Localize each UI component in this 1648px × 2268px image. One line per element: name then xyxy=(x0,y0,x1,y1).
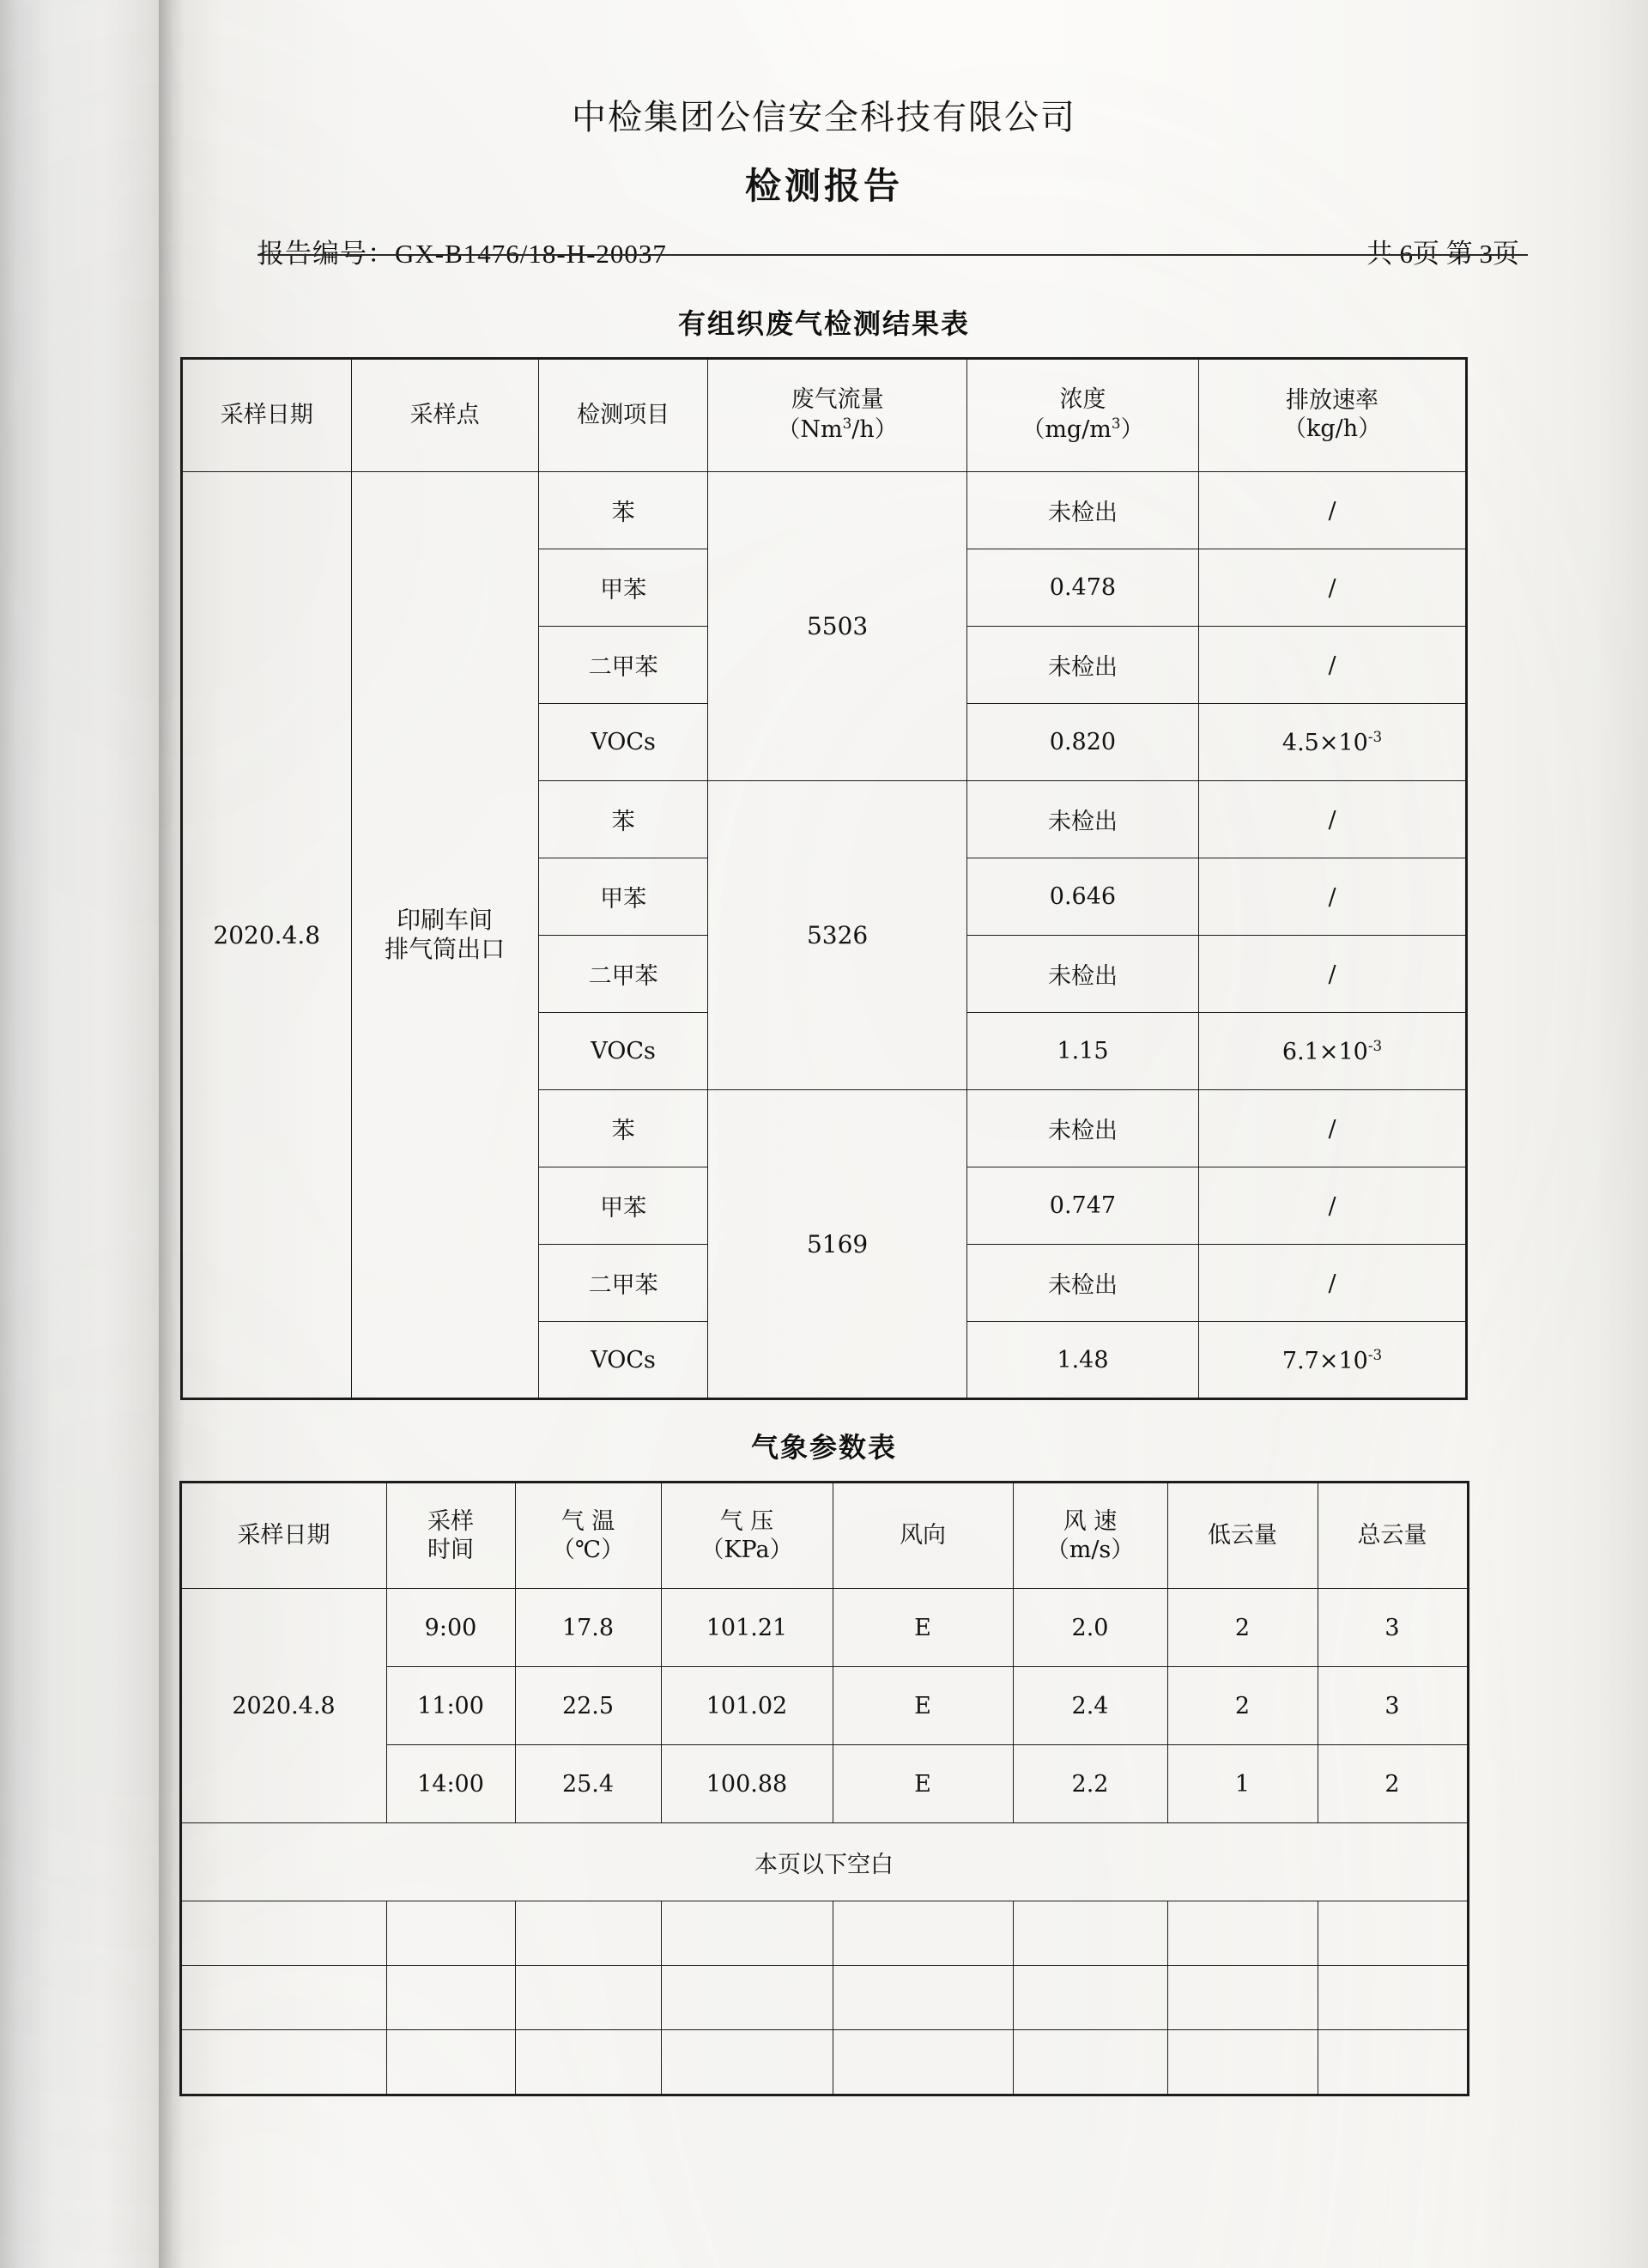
col-pressure-line1: 气 压 xyxy=(719,1507,774,1535)
col-sample-date: 采样日期 xyxy=(182,359,352,472)
col-gas-flow-unit-post: /h） xyxy=(851,416,898,443)
cell-sample-time: 9:00 xyxy=(386,1589,515,1667)
empty-cell xyxy=(1167,1901,1318,1966)
cell-pressure: 101.02 xyxy=(661,1667,833,1745)
empty-cell xyxy=(386,2030,515,2095)
col-wind-speed-line2: （m/s） xyxy=(1045,1537,1135,1563)
cell-low-cloud: 2 xyxy=(1167,1667,1318,1745)
empty-cell xyxy=(515,1966,661,2030)
cell-test-item: 甲苯 xyxy=(538,1167,708,1245)
weather-row xyxy=(180,1589,1468,1667)
table1-title: 有组织废气检测结果表 xyxy=(677,307,970,340)
cell-test-item: VOCs xyxy=(538,1013,708,1090)
cell-emission-rate xyxy=(1199,704,1467,781)
cell-low-cloud: 1 xyxy=(1167,1745,1318,1823)
cell-test-item: 二甲苯 xyxy=(538,627,708,704)
cell-concentration: 未检出 xyxy=(966,936,1198,1013)
cell-test-item: 苯 xyxy=(538,1090,708,1167)
empty-cell xyxy=(833,1901,1013,1966)
col-concentration-line2 xyxy=(971,415,1195,445)
col-emission-rate-line1: 排放速率 xyxy=(1286,387,1379,415)
table-header-row xyxy=(182,359,1467,472)
table-row xyxy=(182,472,1467,549)
weather-parameters-table xyxy=(179,1481,1469,2096)
col-total-cloud: 总云量 xyxy=(1318,1483,1468,1589)
empty-cell xyxy=(515,2030,661,2095)
cell-emission-rate xyxy=(1199,936,1467,1013)
cell-sample-date: 2020.4.8 xyxy=(182,472,352,1399)
empty-cell xyxy=(661,1966,833,2030)
cell-test-item: VOCs xyxy=(538,1322,708,1399)
page-indicator: 共 6页 第 3页 xyxy=(1366,239,1519,269)
empty-cell xyxy=(661,1901,833,1966)
cell-concentration: 0.478 xyxy=(966,549,1198,627)
cell-gas-flow: 5503 xyxy=(708,472,966,781)
cell-wind-speed: 2.4 xyxy=(1013,1667,1167,1745)
col-gas-flow-line2 xyxy=(712,415,962,445)
cell-blank-note: 本页以下空白 xyxy=(180,1823,1468,1901)
empty-cell xyxy=(1318,1966,1468,2030)
col-sample-time-line1: 采样 xyxy=(427,1507,474,1535)
cell-concentration: 未检出 xyxy=(966,1090,1198,1167)
empty-cell xyxy=(1013,1901,1167,1966)
cell-concentration: 0.820 xyxy=(966,704,1198,781)
cell-emission-rate xyxy=(1199,1245,1467,1322)
cell-temperature: 22.5 xyxy=(515,1667,661,1745)
empty-row xyxy=(180,2030,1468,2095)
cell-wind-direction: E xyxy=(833,1745,1013,1823)
col-emission-rate-line2: （kg/h） xyxy=(1282,415,1382,442)
cell-temperature: 17.8 xyxy=(515,1589,661,1667)
col-sample-time-line2: 时间 xyxy=(427,1537,474,1563)
empty-cell xyxy=(515,1901,661,1966)
cell-temperature: 25.4 xyxy=(515,1745,661,1823)
cell-wind-speed: 2.2 xyxy=(1013,1745,1167,1823)
cell-concentration: 未检出 xyxy=(966,627,1198,704)
cell-emission-rate xyxy=(1199,549,1467,627)
cell-pressure: 101.21 xyxy=(661,1589,833,1667)
table2-title: 气象参数表 xyxy=(750,1431,897,1464)
report-number xyxy=(258,232,667,270)
col-concentration xyxy=(966,359,1198,472)
empty-row xyxy=(180,1901,1468,1966)
col-sample-date: 采样日期 xyxy=(180,1483,386,1589)
empty-cell xyxy=(386,1966,515,2030)
empty-cell xyxy=(833,2030,1013,2095)
empty-cell xyxy=(661,2030,833,2095)
col-temperature-line1: 气 温 xyxy=(560,1507,615,1535)
cell-emission-rate-value: / xyxy=(1328,807,1336,834)
empty-cell xyxy=(833,1966,1013,2030)
cell-emission-rate-value: 7.7×10 xyxy=(1281,1347,1368,1374)
empty-cell xyxy=(1013,1966,1167,2030)
cell-wind-speed: 2.0 xyxy=(1013,1589,1167,1667)
cell-test-item: 二甲苯 xyxy=(538,936,708,1013)
col-wind-speed-line1: 风 速 xyxy=(1063,1507,1118,1535)
col-conc-unit-sup: 3 xyxy=(1111,415,1121,432)
company-name: 中检集团公信安全科技有限公司 xyxy=(572,98,1076,137)
col-gas-flow-unit-pre: （Nm xyxy=(777,416,843,443)
cell-emission-rate-value: / xyxy=(1328,1116,1336,1143)
empty-cell xyxy=(1167,1966,1318,2030)
cell-test-item: 甲苯 xyxy=(538,549,708,627)
cell-weather-date: 2020.4.8 xyxy=(180,1589,386,1823)
col-pressure xyxy=(661,1483,833,1589)
cell-low-cloud: 2 xyxy=(1167,1589,1318,1667)
blank-note-row xyxy=(180,1823,1468,1901)
cell-test-item: 二甲苯 xyxy=(538,1245,708,1322)
empty-cell xyxy=(180,2030,386,2095)
empty-cell xyxy=(1318,1901,1468,1966)
empty-cell xyxy=(180,1966,386,2030)
cell-concentration: 0.747 xyxy=(966,1167,1198,1245)
cell-test-item: 苯 xyxy=(538,781,708,858)
col-pressure-line2: （KPa） xyxy=(700,1537,793,1563)
col-sample-point: 采样点 xyxy=(351,359,538,472)
cell-concentration: 1.48 xyxy=(966,1322,1198,1399)
report-number-value: GX-B1476/18-H-20037 xyxy=(395,239,667,269)
cell-sample-time: 14:00 xyxy=(386,1745,515,1823)
cell-emission-rate xyxy=(1199,781,1467,858)
cell-emission-rate xyxy=(1199,858,1467,936)
cell-emission-rate-value: 6.1×10 xyxy=(1281,1039,1368,1065)
header-divider xyxy=(258,254,1528,256)
empty-cell xyxy=(180,1901,386,1966)
cell-emission-rate-value: 4.5×10 xyxy=(1281,730,1368,756)
col-temperature-line2: （℃） xyxy=(551,1537,625,1563)
cell-emission-rate-value: / xyxy=(1328,1193,1336,1220)
cell-gas-flow: 5169 xyxy=(708,1090,966,1399)
cell-concentration: 0.646 xyxy=(966,858,1198,936)
cell-sample-point xyxy=(351,472,538,1399)
cell-emission-rate-exp: -3 xyxy=(1367,728,1383,745)
cell-test-item: VOCs xyxy=(538,704,708,781)
cell-concentration: 未检出 xyxy=(966,781,1198,858)
cell-gas-flow: 5326 xyxy=(708,781,966,1090)
cell-emission-rate-value: / xyxy=(1328,575,1336,602)
cell-wind-direction: E xyxy=(833,1589,1013,1667)
col-wind-speed xyxy=(1013,1483,1167,1589)
empty-cell xyxy=(1167,2030,1318,2095)
cell-emission-rate xyxy=(1199,1322,1467,1399)
cell-emission-rate-exp: -3 xyxy=(1367,1037,1383,1054)
cell-emission-rate xyxy=(1199,1090,1467,1167)
col-test-item: 检测项目 xyxy=(538,359,708,472)
col-sample-time xyxy=(386,1483,515,1589)
cell-total-cloud: 2 xyxy=(1318,1745,1468,1823)
cell-emission-rate xyxy=(1199,1167,1467,1245)
col-gas-flow-unit-sup: 3 xyxy=(842,415,852,432)
cell-emission-rate-value: / xyxy=(1328,1270,1336,1297)
cell-emission-rate-value: / xyxy=(1328,884,1336,911)
col-low-cloud: 低云量 xyxy=(1167,1483,1318,1589)
cell-sample-point-line1: 印刷车间 xyxy=(397,905,494,934)
exhaust-gas-results-table xyxy=(180,357,1468,1400)
cell-emission-rate xyxy=(1199,472,1467,549)
empty-cell xyxy=(386,1901,515,1966)
cell-sample-time: 11:00 xyxy=(386,1667,515,1745)
cell-wind-direction: E xyxy=(833,1667,1013,1745)
empty-cell xyxy=(1318,2030,1468,2095)
empty-row xyxy=(180,1966,1468,2030)
col-conc-unit-post: ） xyxy=(1120,416,1144,443)
report-title: 检测报告 xyxy=(744,165,903,207)
cell-test-item: 苯 xyxy=(538,472,708,549)
cell-concentration: 未检出 xyxy=(966,472,1198,549)
cell-emission-rate-value: / xyxy=(1328,652,1336,679)
cell-pressure: 100.88 xyxy=(661,1745,833,1823)
col-conc-unit-pre: （mg/m xyxy=(1021,416,1112,443)
cell-total-cloud: 3 xyxy=(1318,1589,1468,1667)
col-gas-flow xyxy=(708,359,966,472)
cell-emission-rate xyxy=(1199,1013,1467,1090)
cell-emission-rate-exp: -3 xyxy=(1367,1345,1383,1363)
cell-concentration: 未检出 xyxy=(966,1245,1198,1322)
col-concentration-line1: 浓度 xyxy=(1059,386,1106,414)
cell-concentration: 1.15 xyxy=(966,1013,1198,1090)
empty-cell xyxy=(1013,2030,1167,2095)
cell-test-item: 甲苯 xyxy=(538,858,708,936)
cell-sample-point-line2: 排气筒出口 xyxy=(385,935,506,963)
col-temperature xyxy=(515,1483,661,1589)
col-emission-rate xyxy=(1199,359,1467,472)
col-gas-flow-line1: 废气流量 xyxy=(791,386,884,414)
cell-total-cloud: 3 xyxy=(1318,1667,1468,1745)
cell-emission-rate-value: / xyxy=(1328,961,1336,988)
weather-header-row xyxy=(180,1483,1468,1589)
cell-emission-rate-value: / xyxy=(1328,498,1336,525)
report-number-label: 报告编号： xyxy=(258,239,395,269)
cell-emission-rate xyxy=(1199,627,1467,704)
col-wind-direction: 风向 xyxy=(833,1483,1013,1589)
